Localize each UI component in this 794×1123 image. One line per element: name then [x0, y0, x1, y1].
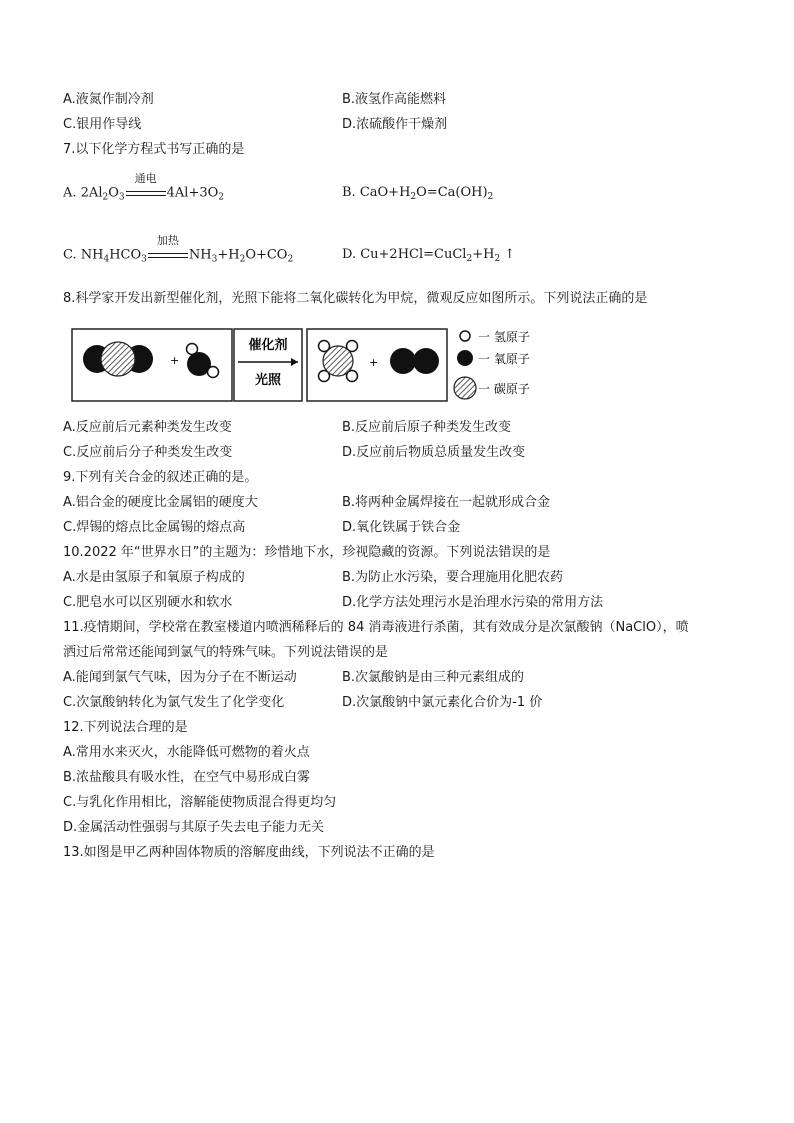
oxygen-atom: [413, 348, 439, 374]
q12-option-c: C.与乳化作用相比，溶解能使物质混合得更均匀: [63, 795, 337, 810]
q11-option-d: D.次氯酸钠中氯元素化合价为-1 价: [342, 695, 543, 710]
q8-option-c: C.反应前后分子种类发生改变: [63, 445, 233, 460]
q13-stem: 13.如图是甲乙两种固体物质的溶解度曲线，下列说法不正确的是: [63, 845, 435, 860]
oxygen-atom: [390, 348, 416, 374]
q8-option-d: D.反应前后物质总质量发生改变: [342, 445, 526, 460]
q8-option-a: A.反应前后元素种类发生改变: [63, 420, 232, 435]
q6-option-d: D.浓硫酸作干燥剂: [342, 117, 448, 132]
q12-option-a: A.常用水来灭火，水能降低可燃物的着火点: [63, 745, 310, 760]
q10-option-c: C.肥皂水可以区别硬水和软水: [63, 595, 233, 610]
q10-option-b: B.为防止水污染，要合理施用化肥农药: [342, 570, 564, 585]
q8-stem: 8.科学家开发出新型催化剂，光照下能将二氧化碳转化为甲烷，微观反应如图所示。下列说法正确的是: [63, 291, 648, 306]
legend-carbon-icon: [454, 377, 476, 399]
q11-option-c: C.次氯酸钠转化为氯气发生了化学变化: [63, 695, 285, 710]
q11-stem-line2: 洒过后常常还能闻到氯气的特殊气味。下列说法错误的是: [63, 645, 389, 660]
q7-option-a: A. $2Al_2O_3$ 通电 $4Al+3O_2$: [63, 172, 224, 203]
q7-c-prefix: C. NH: [63, 247, 104, 263]
q8-option-b: B.反应前后原子种类发生改变: [342, 420, 512, 435]
q9-stem: 9.下列有关合金的叙述正确的是。: [63, 470, 258, 485]
q7-option-c: C. $NH_4HCO_3$ 加热 $NH_3+H_2O+CO_2$: [63, 234, 294, 265]
q7-a-condition: 通电: [134, 172, 157, 185]
legend-oxygen-label: 一 氧原子: [478, 352, 530, 366]
legend-carbon-label: 一 碳原子: [478, 382, 530, 396]
light-label: 光照: [254, 373, 282, 388]
q6-option-a: A.液氮作制冷剂: [63, 92, 154, 107]
q9-option-d: D.氧化铁属于铁合金: [342, 520, 461, 535]
heating-arrow: [148, 234, 188, 264]
q7-b-text: B. CaO+H: [342, 185, 411, 200]
q7-a-prefix: A.: [63, 185, 81, 201]
q9-option-b: B.将两种金属焊接在一起就形成合金: [342, 495, 551, 510]
q11-stem-line1: 11.疫情期间，学校常在教室楼道内喷洒稀释后的 84 消毒液进行杀菌，其有效成分是次氯酸钠（NaClO），喷: [63, 620, 689, 635]
q7-c-condition: 加热: [156, 234, 179, 247]
carbon-atom: [323, 346, 353, 376]
q9-option-a: A.铝合金的硬度比金属铝的硬度大: [63, 495, 258, 510]
q7-stem: 7.以下化学方程式书写正确的是: [63, 142, 245, 157]
q7-d-text: D. Cu+2HCl=CuCl: [342, 247, 467, 262]
plus-sign: +: [369, 356, 379, 369]
carbon-atom: [101, 342, 135, 376]
q11-option-a: A.能闻到氯气气味，因为分子在不断运动: [63, 670, 297, 685]
plus-sign: +: [170, 354, 180, 367]
electrolysis-arrow: [126, 172, 166, 202]
reaction-diagram: [62, 322, 562, 408]
legend-oxygen-icon: [457, 350, 473, 366]
q10-stem: 10.2022 年“世界水日”的主题为：珍惜地下水，珍视隐藏的资源。下列说法错误的是: [63, 545, 551, 560]
q12-option-d: D.金属活动性强弱与其原子失去电子能力无关: [63, 820, 325, 835]
q6-option-b: B.液氢作高能燃料: [342, 92, 447, 107]
q10-option-a: A.水是由氢原子和氧原子构成的: [63, 570, 245, 585]
legend-hydrogen-icon: [460, 331, 470, 341]
hydrogen-atom: [208, 367, 219, 378]
q10-option-d: D.化学方法处理污水是治理水污染的常用方法: [342, 595, 604, 610]
q11-option-b: B.次氯酸钠是由三种元素组成的: [342, 670, 525, 685]
q7-option-b: B. $CaO+H_2O=Ca(OH)_2$: [342, 185, 494, 202]
legend-hydrogen-label: 一 氢原子: [478, 330, 530, 344]
catalyst-label: 催化剂: [248, 338, 288, 353]
reaction-arrow-icon: [291, 358, 298, 366]
q12-stem: 12.下列说法合理的是: [63, 720, 188, 735]
q12-option-b: B.浓盐酸具有吸水性，在空气中易形成白雾: [63, 770, 311, 785]
q6-option-c: C.银用作导线: [63, 117, 142, 132]
q9-option-c: C.焊锡的熔点比金属锡的熔点高: [63, 520, 246, 535]
q7-option-d: D. $Cu+2HCl=CuCl_2+H_2$ ↑: [342, 247, 516, 264]
